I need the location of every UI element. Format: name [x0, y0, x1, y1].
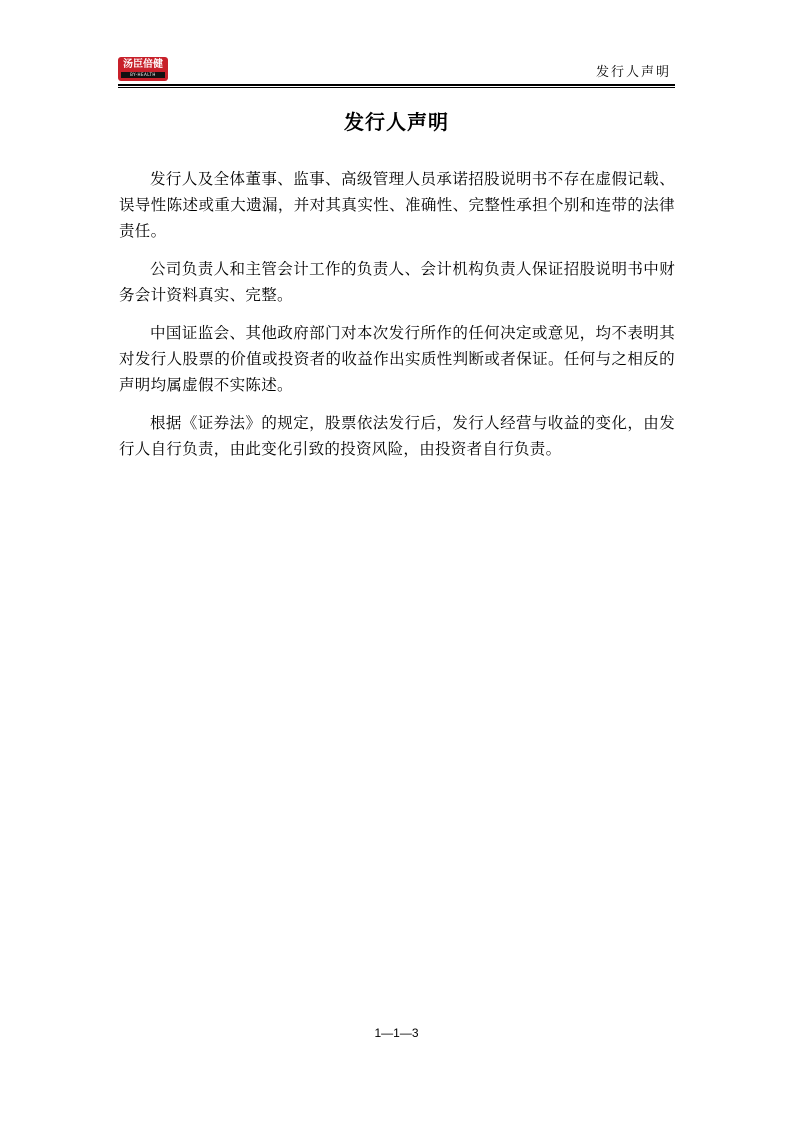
paragraph: 发行人及全体董事、监事、高级管理人员承诺招股说明书不存在虚假记载、误导性陈述或重大遗漏，并对其真实性、准确性、完整性承担个别和连带的法律责任。 [119, 170, 675, 240]
page-title: 发行人声明 [344, 110, 449, 134]
logo-subtext: BY-HEALTH [121, 72, 165, 78]
page-number: 1—1—3 [374, 1026, 419, 1040]
header-rule [118, 84, 675, 86]
company-logo [118, 57, 168, 81]
page-header [118, 57, 675, 85]
paragraph: 中国证监会、其他政府部门对本次发行所作的任何决定或意见，均不表明其对发行人股票的价值或投资者的收益作出实质性判断或者保证。任何与之相反的声明均属虚假不实陈述。 [119, 324, 675, 394]
document-body [119, 166, 675, 474]
paragraph: 根据《证券法》的规定，股票依法发行后，发行人经营与收益的变化，由发行人自行负责，由此变化引致的投资风险，由投资者自行负责。 [119, 414, 675, 458]
header-section-title: 发行人声明 [595, 65, 671, 80]
paragraph: 公司负责人和主管会计工作的负责人、会计机构负责人保证招股说明书中财务会计资料真实、完整。 [119, 260, 675, 304]
header-rule-thin [118, 87, 675, 88]
logo-text: 汤臣倍健 [123, 59, 163, 70]
